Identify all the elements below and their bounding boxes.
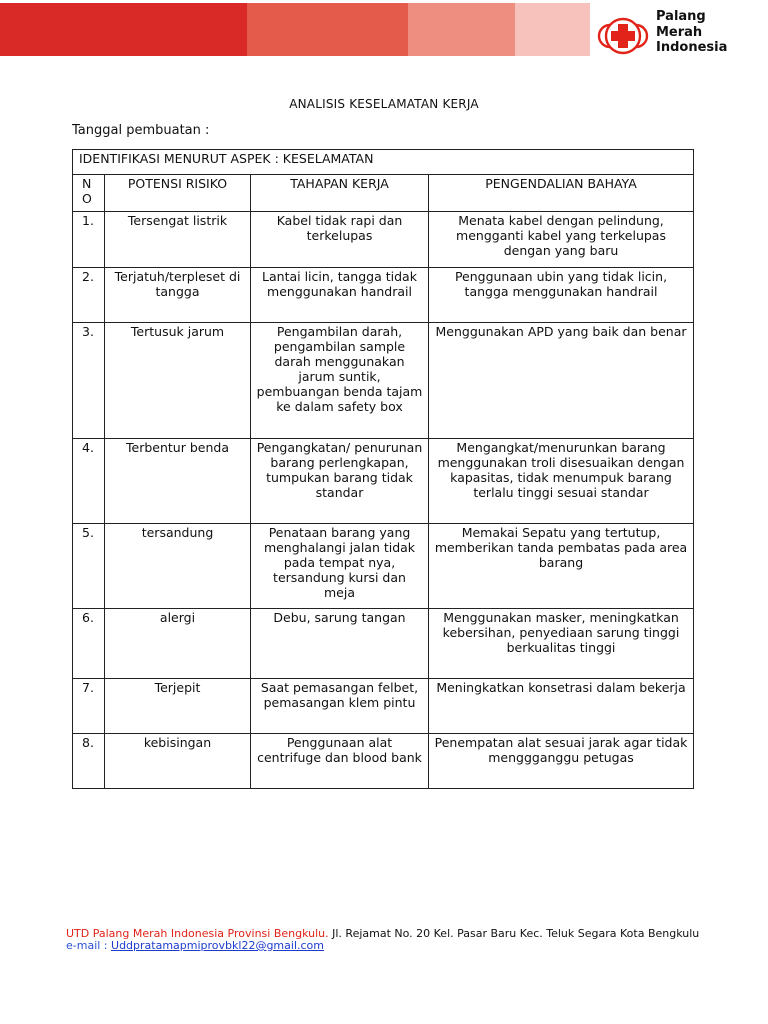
header-no-line-2: O	[82, 191, 92, 206]
aspect-row	[73, 150, 694, 175]
header-stage: TAHAPAN KERJA	[251, 175, 429, 212]
cell-stage: Pengambilan darah, pengambilan sample darah menggunakan jarum suntik, pembuangan benda tajam ke dalam safety box	[251, 323, 429, 439]
cell-no: 4.	[73, 439, 105, 524]
logo-line-3: Indonesia	[656, 40, 728, 55]
cell-stage: Penataan barang yang menghalangi jalan tidak pada tempat nya, tersandung kursi dan meja	[251, 524, 429, 609]
cell-risk: Terbentur benda	[105, 439, 251, 524]
table-row	[73, 734, 694, 789]
cell-risk: kebisingan	[105, 734, 251, 789]
banner-band-1	[0, 3, 247, 56]
cell-stage: Saat pemasangan felbet, pemasangan klem pintu	[251, 679, 429, 734]
cell-risk: alergi	[105, 609, 251, 679]
cell-no: 5.	[73, 524, 105, 609]
cell-stage: Lantai licin, tangga tidak menggunakan handrail	[251, 268, 429, 323]
cell-no: 7.	[73, 679, 105, 734]
document-title: ANALISIS KESELAMATAN KERJA	[289, 97, 479, 111]
logo-line-1: Palang	[656, 9, 706, 24]
table-row	[73, 679, 694, 734]
footer-address: Jl. Rejamat No. 20 Kel. Pasar Baru Kec. Teluk Segara Kota Bengkulu	[328, 927, 700, 940]
cell-control: Mengangkat/menurunkan barang menggunakan troli disesuaikan dengan kapasitas, tidak menumpuk barang terlalu tinggi sesuai standar	[429, 439, 694, 524]
cell-no: 8.	[73, 734, 105, 789]
banner-band-2	[247, 3, 408, 56]
pmi-logo	[596, 8, 756, 58]
safety-analysis-table	[72, 149, 694, 789]
table-row	[73, 439, 694, 524]
cell-control: Penggunaan ubin yang tidak licin, tangga menggunakan handrail	[429, 268, 694, 323]
cell-stage: Penggunaan alat centrifuge dan blood bank	[251, 734, 429, 789]
cell-stage: Kabel tidak rapi dan terkelupas	[251, 212, 429, 268]
cell-no: 3.	[73, 323, 105, 439]
cell-risk: Terjepit	[105, 679, 251, 734]
banner-band-4	[515, 3, 590, 56]
cell-no: 6.	[73, 609, 105, 679]
cell-stage: Pengangkatan/ penurunan barang perlengkapan, tumpukan barang tidak standar	[251, 439, 429, 524]
logo-line-2: Merah	[656, 24, 703, 40]
table-row	[73, 524, 694, 609]
table-row	[73, 323, 694, 439]
cell-control: Menggunakan APD yang baik dan benar	[429, 323, 694, 439]
page-footer	[66, 928, 766, 952]
banner-band-3	[408, 3, 515, 56]
footer-org: UTD Palang Merah Indonesia Provinsi Bengkulu.	[66, 927, 329, 940]
header-no-line-1: N	[82, 176, 92, 191]
cell-control: Menggunakan masker, meningkatkan kebersihan, penyediaan sarung tinggi berkualitas tinggi	[429, 609, 694, 679]
cell-risk: Tertusuk jarum	[105, 323, 251, 439]
cell-control: Menata kabel dengan pelindung, mengganti kabel yang terkelupas dengan yang baru	[429, 212, 694, 268]
aspect-cell: IDENTIFIKASI MENURUT ASPEK : KESELAMATAN	[73, 150, 694, 175]
cell-no: 1.	[73, 212, 105, 268]
header-row	[73, 175, 694, 212]
table-row	[73, 609, 694, 679]
header-risk: POTENSI RISIKO	[105, 175, 251, 212]
cell-control: Meningkatkan konsetrasi dalam bekerja	[429, 679, 694, 734]
header-control: PENGENDALIAN BAHAYA	[429, 175, 694, 212]
logo-text	[656, 9, 727, 56]
date-label: Tanggal pembuatan :	[72, 123, 210, 138]
red-cross-icon	[596, 14, 650, 58]
header-banner	[0, 3, 590, 56]
table-row	[73, 212, 694, 268]
cell-risk: Tersengat listrik	[105, 212, 251, 268]
cell-stage: Debu, sarung tangan	[251, 609, 429, 679]
cell-risk: Terjatuh/terpleset di tangga	[105, 268, 251, 323]
footer-email-link[interactable]: Uddpratamapmiprovbkl22@gmail.com	[111, 939, 324, 952]
cell-risk: tersandung	[105, 524, 251, 609]
cell-no: 2.	[73, 268, 105, 323]
table-row	[73, 268, 694, 323]
cell-control: Penempatan alat sesuai jarak agar tidak menggganggu petugas	[429, 734, 694, 789]
footer-email-label: e-mail :	[66, 939, 112, 952]
header-no	[73, 175, 105, 212]
footer-line-2	[66, 940, 766, 952]
cell-control: Memakai Sepatu yang tertutup, memberikan tanda pembatas pada area barang	[429, 524, 694, 609]
